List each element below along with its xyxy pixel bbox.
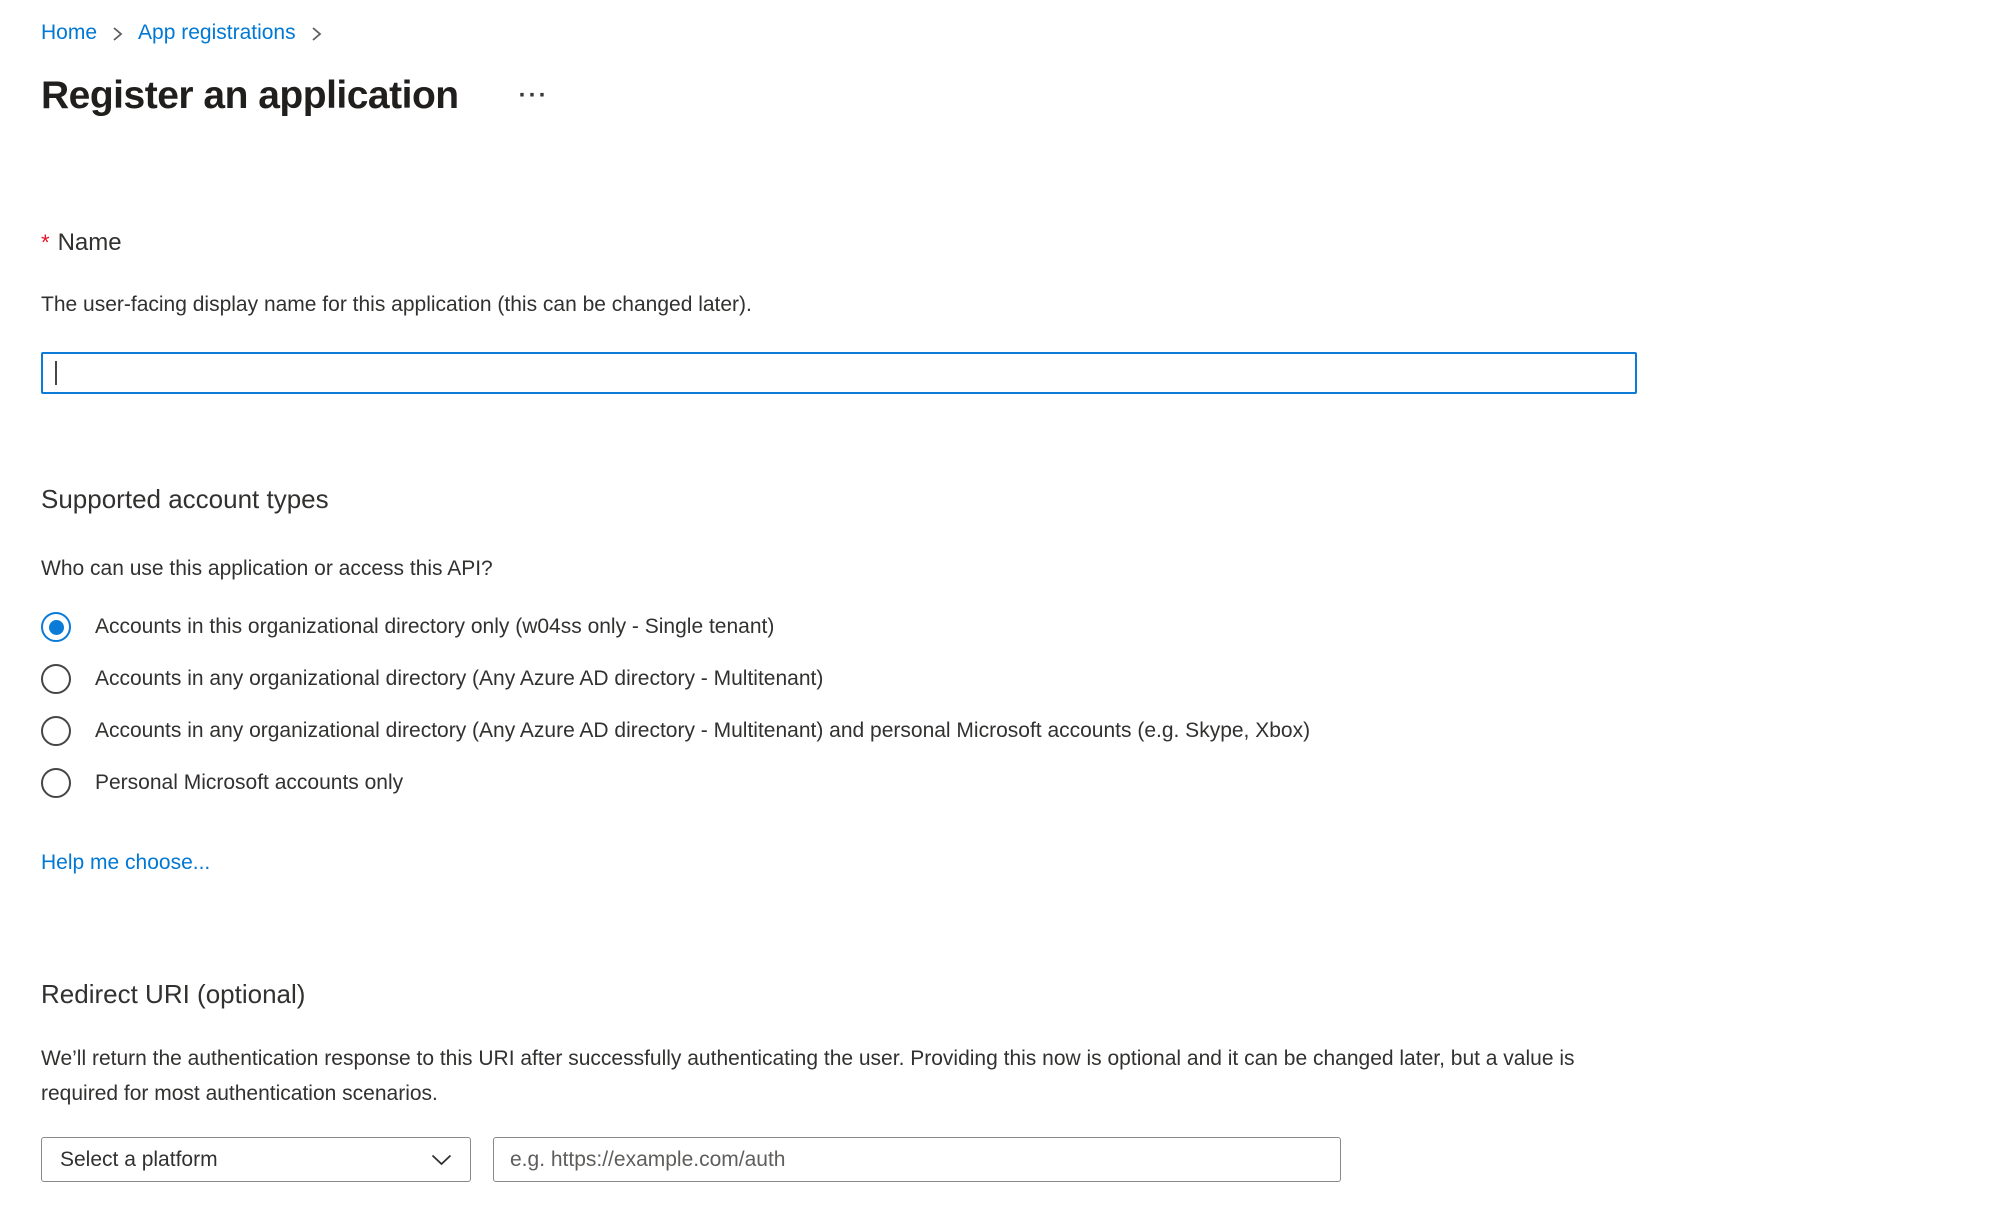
- radio-option-personal-only[interactable]: [41, 757, 2006, 809]
- page-header: [41, 72, 2006, 120]
- name-field-description: The user-facing display name for this application (this can be changed later).: [41, 293, 752, 316]
- redirect-uri-heading: Redirect URI (optional): [41, 979, 306, 1009]
- chevron-down-icon: [431, 1154, 452, 1166]
- radio-dot-icon: [49, 724, 64, 739]
- radio-option-label: Accounts in any organizational directory (Any Azure AD directory - Multitenant) and personal Microsoft accounts (e.g. Skype, Xbox): [95, 719, 1311, 742]
- text-cursor: [55, 361, 57, 385]
- more-options-button[interactable]: ···: [515, 86, 553, 106]
- account-types-question: Who can use this application or access this API?: [41, 557, 493, 580]
- radio-dot-icon: [49, 672, 64, 687]
- redirect-uri-controls: [41, 1137, 2006, 1182]
- help-me-choose-link[interactable]: Help me choose...: [41, 851, 211, 874]
- radio-button[interactable]: [41, 664, 71, 694]
- radio-option-multitenant[interactable]: [41, 653, 2006, 705]
- required-asterisk: *: [41, 230, 50, 255]
- platform-select[interactable]: [41, 1137, 471, 1182]
- supported-account-types-heading: Supported account types: [41, 484, 329, 514]
- name-input-container: [41, 352, 1637, 394]
- radio-option-multitenant-personal[interactable]: [41, 705, 2006, 757]
- breadcrumb-home-link[interactable]: Home: [41, 21, 98, 44]
- radio-dot-icon: [49, 776, 64, 791]
- redirect-uri-input[interactable]: [493, 1137, 1341, 1182]
- name-field-label: [41, 228, 2006, 258]
- name-input[interactable]: [41, 352, 1637, 394]
- account-types-radio-group: [41, 601, 2006, 809]
- breadcrumb-chevron-icon: [111, 25, 124, 43]
- radio-option-label: Accounts in any organizational directory (Any Azure AD directory - Multitenant): [95, 667, 824, 690]
- radio-option-single-tenant[interactable]: [41, 601, 2006, 653]
- page-title: Register an application: [41, 74, 459, 117]
- radio-button[interactable]: [41, 768, 71, 798]
- radio-dot-icon: [49, 620, 64, 635]
- redirect-uri-description: We’ll return the authentication response to this URI after successfully authenticating the user. Providing this now is optional and it can be changed later, but a value is required for most authentication scenarios.: [41, 1047, 1575, 1105]
- name-label-text: Name: [57, 229, 122, 256]
- breadcrumb-app-registrations-link[interactable]: App registrations: [138, 21, 296, 44]
- platform-select-value: Select a platform: [60, 1147, 218, 1171]
- breadcrumb-chevron-icon: [310, 25, 323, 43]
- radio-option-label: Accounts in this organizational directory only (w04ss only - Single tenant): [95, 615, 775, 638]
- breadcrumb: [41, 20, 2006, 46]
- radio-button[interactable]: [41, 716, 71, 746]
- radio-option-label: Personal Microsoft accounts only: [95, 771, 404, 794]
- radio-button[interactable]: [41, 612, 71, 642]
